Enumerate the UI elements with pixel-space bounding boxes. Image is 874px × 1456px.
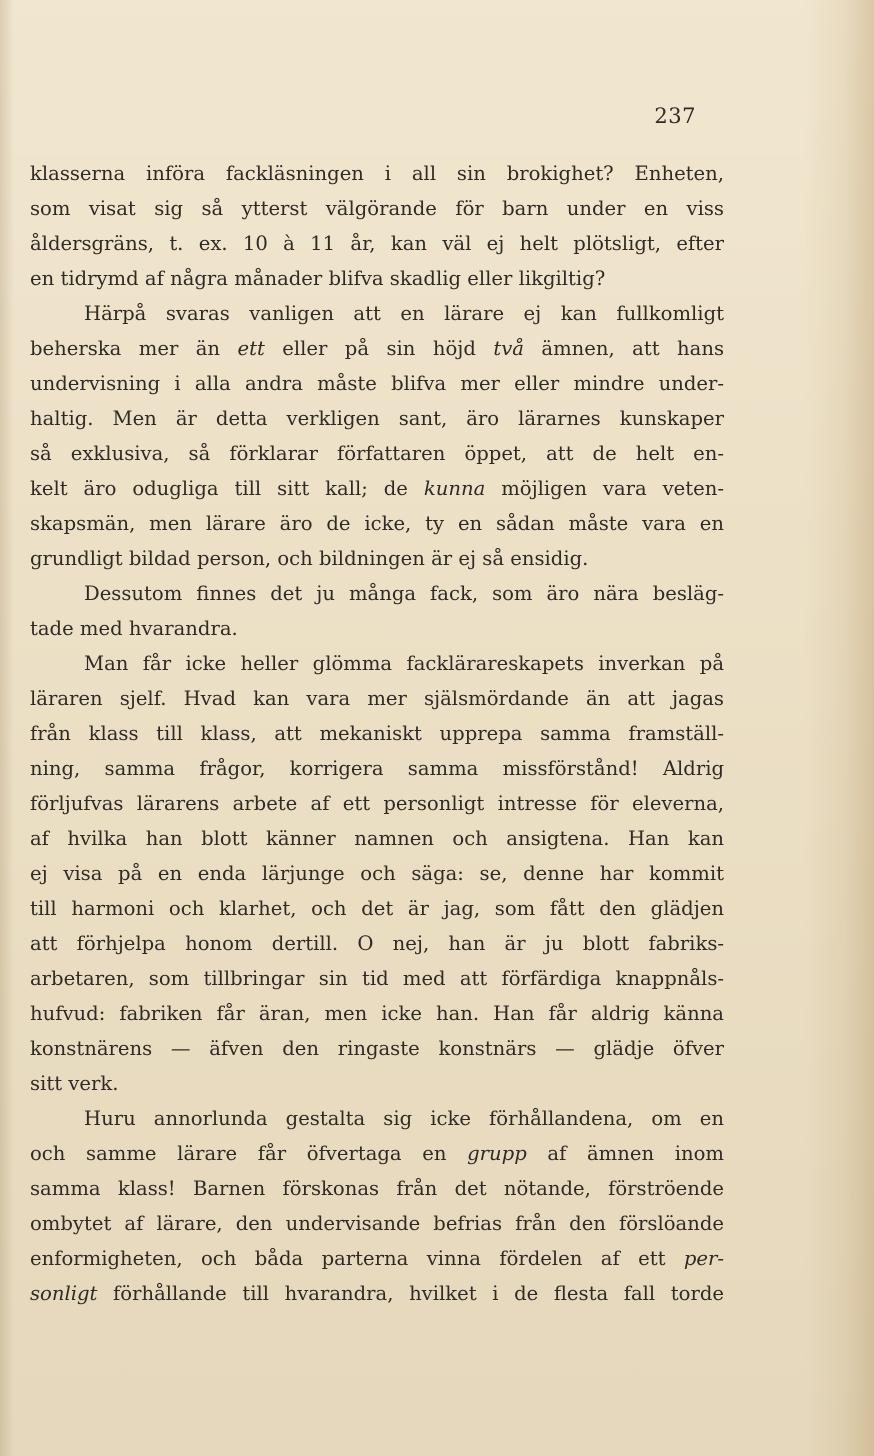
text-line: undervisning i alla andra måste blifva mer eller mindre under- [30, 372, 724, 395]
page-number: 237 [654, 104, 696, 128]
text-line: som visat sig så ytterst välgörande för barn under en viss [30, 197, 724, 220]
text-line [30, 471, 724, 506]
text-line: skapsmän, men lärare äro de icke, ty en sådan måste vara en [30, 512, 724, 535]
text-line: läraren sjelf. Hvad kan vara mer själsmördande än att jagas [30, 687, 724, 710]
text-line: Man får icke heller glömma facklärareskapets inverkan på [84, 652, 724, 675]
emphasis: två [493, 337, 524, 360]
text-line: Härpå svaras vanligen att en lärare ej kan fullkomligt [84, 302, 724, 325]
text-line: så exklusiva, så förklarar författaren öppet, att de helt en- [30, 442, 724, 465]
text-run: ämnen, att hans [523, 337, 724, 360]
text-line: att förhjelpa honom dertill. O nej, han är ju blott fabriks- [30, 932, 724, 955]
text-line: Huru annorlunda gestalta sig icke förhållandena, om en [84, 1107, 724, 1130]
text-line: haltig. Men är detta verkligen sant, äro lärarnes kunskaper [30, 407, 724, 430]
text-line: Dessutom finnes det ju många fack, som äro nära besläg- [84, 582, 724, 605]
text-line: arbetaren, som tillbringar sin tid med att förfärdiga knappnåls- [30, 967, 724, 990]
text-line: ning, samma frågor, korrigera samma missförstånd! Aldrig [30, 757, 724, 780]
text-run: enformigheten, och båda parterna vinna fördelen af ett [30, 1247, 684, 1270]
text-line: af hvilka han blott känner namnen och ansigtena. Han kan [30, 827, 724, 850]
text-line: till harmoni och klarhet, och det är jag, som fått den glädjen [30, 897, 724, 920]
text-run: möjligen vara veten- [485, 477, 724, 500]
paragraph [30, 296, 724, 576]
emphasis: grupp [467, 1142, 527, 1165]
text-line: förljufvas lärarens arbete af ett personligt intresse för eleverna, [30, 792, 724, 815]
text-line: konstnärens — äfven den ringaste konstnärs — glädje öfver [30, 1037, 724, 1060]
text-run: kelt äro odugliga till sitt kall; de [30, 477, 424, 500]
emphasis: kunna [423, 477, 486, 500]
emphasis: ett [237, 337, 265, 360]
text-line: från klass till klass, att mekaniskt upprepa samma framställ- [30, 722, 724, 745]
text-run: af ämnen inom [526, 1142, 724, 1165]
text-run: och samme lärare får öfvertaga en [30, 1142, 468, 1165]
paragraph [30, 156, 724, 296]
text-line: åldersgräns, t. ex. 10 à 11 år, kan väl ej helt plötsligt, efter [30, 232, 724, 255]
text-line: sitt verk. [30, 1072, 119, 1095]
paragraph [30, 646, 724, 1101]
emphasis: sonligt [30, 1282, 98, 1305]
text-line: tade med hvarandra. [30, 617, 238, 640]
paragraph [30, 576, 724, 646]
text-run: förhållande till hvarandra, hvilket i de flesta fall torde [97, 1282, 724, 1305]
text-line: hufvud: fabriken får äran, men icke han. Han får aldrig känna [30, 1002, 724, 1025]
text-line: ej visa på en enda lärjunge och säga: se, denne har kommit [30, 862, 724, 885]
text-line [30, 1241, 724, 1276]
text-run: eller på sin höjd [264, 337, 494, 360]
text-line: ombytet af lärare, den undervisande befrias från den förslöande [30, 1212, 724, 1235]
text-line [30, 1136, 724, 1171]
text-line: klasserna införa fackläsningen i all sin brokighet? Enheten, [30, 162, 724, 185]
text-line [30, 1276, 724, 1311]
paragraph [30, 1101, 724, 1311]
text-line: samma klass! Barnen förskonas från det nötande, förströende [30, 1177, 724, 1200]
text-run: beherska mer än [30, 337, 238, 360]
text-line [30, 331, 724, 366]
text-line: en tidrymd af några månader blifva skadlig eller likgiltig? [30, 267, 606, 290]
text-line: grundligt bildad person, och bildningen är ej så ensidig. [30, 547, 589, 570]
emphasis: per- [683, 1247, 724, 1270]
body-text [30, 156, 724, 1311]
